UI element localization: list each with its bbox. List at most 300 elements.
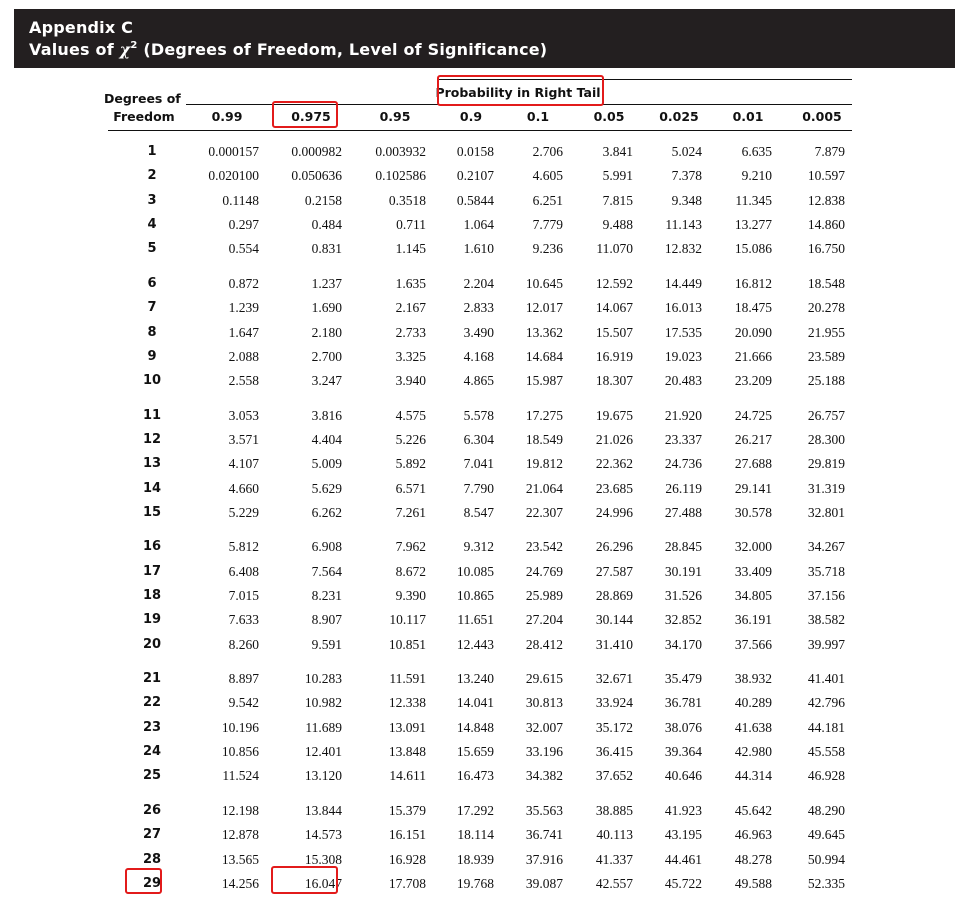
value-cell: 23.685 bbox=[595, 480, 633, 496]
value-cell: 5.812 bbox=[228, 539, 259, 555]
value-cell: 13.848 bbox=[388, 744, 426, 760]
value-cell: 3.490 bbox=[463, 324, 494, 340]
value-cell: 3.247 bbox=[311, 373, 342, 389]
value-cell: 30.813 bbox=[525, 695, 563, 711]
column-header: 0.025 bbox=[659, 109, 699, 124]
value-cell: 48.278 bbox=[734, 851, 772, 867]
chi-symbol: χ bbox=[119, 40, 131, 59]
value-cell: 31.410 bbox=[595, 636, 633, 652]
value-cell: 0.872 bbox=[228, 275, 259, 291]
value-cell: 3.841 bbox=[602, 144, 633, 159]
value-cell: 46.963 bbox=[734, 827, 772, 843]
value-cell: 12.198 bbox=[221, 802, 259, 818]
value-cell: 16.047 bbox=[304, 875, 342, 891]
value-cell: 20.278 bbox=[807, 300, 845, 316]
value-cell: 16.812 bbox=[734, 275, 772, 291]
df-cell: 17 bbox=[142, 563, 162, 579]
value-cell: 18.549 bbox=[525, 431, 563, 447]
value-cell: 34.805 bbox=[734, 588, 772, 603]
df-cell: 19 bbox=[142, 612, 162, 628]
title-suffix: (Degrees of Freedom, Level of Significance) bbox=[137, 40, 548, 59]
value-cell: 46.928 bbox=[807, 768, 845, 784]
value-cell: 26.217 bbox=[734, 431, 772, 447]
value-cell: 39.087 bbox=[525, 875, 563, 891]
value-cell: 0.484 bbox=[311, 217, 342, 233]
value-cell: 23.589 bbox=[807, 348, 845, 364]
value-cell: 28.412 bbox=[525, 636, 563, 652]
value-cell: 40.289 bbox=[734, 695, 772, 711]
value-cell: 7.779 bbox=[532, 217, 563, 233]
value-cell: 11.591 bbox=[389, 671, 426, 686]
value-cell: 31.319 bbox=[807, 480, 845, 496]
value-cell: 11.689 bbox=[305, 719, 342, 735]
value-cell: 10.117 bbox=[389, 612, 426, 628]
column-header: 0.95 bbox=[379, 109, 411, 124]
value-cell: 20.090 bbox=[734, 324, 772, 340]
chi-exponent: 2 bbox=[130, 39, 138, 51]
value-cell: 26.757 bbox=[807, 407, 845, 423]
value-cell: 6.908 bbox=[311, 539, 342, 555]
value-cell: 27.587 bbox=[595, 563, 633, 579]
df-header-line1: Degrees of bbox=[104, 91, 181, 106]
value-cell: 29.819 bbox=[807, 456, 845, 472]
value-cell: 6.251 bbox=[532, 192, 563, 208]
value-cell: 27.488 bbox=[664, 504, 702, 520]
value-cell: 42.980 bbox=[734, 744, 772, 760]
value-cell: 18.114 bbox=[457, 827, 494, 843]
value-cell: 24.769 bbox=[525, 563, 563, 579]
value-cell: 4.168 bbox=[463, 348, 494, 364]
value-cell: 9.348 bbox=[671, 192, 702, 208]
value-cell: 0.003932 bbox=[375, 144, 426, 159]
value-cell: 28.845 bbox=[664, 539, 702, 555]
value-cell: 26.119 bbox=[665, 480, 702, 496]
value-cell: 14.449 bbox=[664, 275, 702, 291]
value-cell: 42.796 bbox=[807, 695, 845, 711]
value-cell: 4.660 bbox=[228, 480, 259, 496]
value-cell: 32.671 bbox=[595, 671, 633, 686]
value-cell: 5.892 bbox=[395, 456, 426, 472]
value-cell: 15.086 bbox=[734, 241, 772, 257]
value-cell: 15.507 bbox=[595, 324, 633, 340]
value-cell: 28.869 bbox=[595, 588, 633, 603]
value-cell: 9.542 bbox=[228, 695, 259, 711]
value-cell: 4.575 bbox=[395, 407, 426, 423]
df-cell: 16 bbox=[142, 539, 162, 555]
value-cell: 29.141 bbox=[734, 480, 772, 496]
value-cell: 49.588 bbox=[734, 875, 772, 891]
df-cell: 18 bbox=[142, 588, 162, 603]
value-cell: 15.659 bbox=[456, 744, 494, 760]
value-cell: 14.860 bbox=[807, 217, 845, 233]
value-cell: 15.308 bbox=[304, 851, 342, 867]
value-cell: 17.292 bbox=[456, 802, 494, 818]
value-cell: 21.955 bbox=[807, 324, 845, 340]
appendix-title: Appendix C bbox=[29, 18, 134, 37]
highlight-probability-header bbox=[437, 75, 604, 106]
highlight-cell-16047 bbox=[271, 866, 338, 894]
value-cell: 2.167 bbox=[395, 300, 426, 316]
value-cell: 13.240 bbox=[456, 671, 494, 686]
value-cell: 1.239 bbox=[228, 300, 259, 316]
value-cell: 19.675 bbox=[595, 407, 633, 423]
value-cell: 2.833 bbox=[463, 300, 494, 316]
value-cell: 30.578 bbox=[734, 504, 772, 520]
df-cell: 4 bbox=[147, 217, 157, 233]
value-cell: 37.156 bbox=[807, 588, 845, 603]
value-cell: 7.015 bbox=[228, 588, 259, 603]
value-cell: 16.750 bbox=[807, 241, 845, 257]
value-cell: 9.236 bbox=[532, 241, 563, 257]
value-cell: 5.009 bbox=[311, 456, 342, 472]
value-cell: 12.338 bbox=[388, 695, 426, 711]
value-cell: 40.113 bbox=[596, 827, 633, 843]
value-cell: 30.144 bbox=[595, 612, 633, 628]
value-cell: 0.5844 bbox=[456, 192, 494, 208]
df-header-line2: Freedom bbox=[113, 109, 175, 124]
value-cell: 35.563 bbox=[525, 802, 563, 818]
value-cell: 45.558 bbox=[807, 744, 845, 760]
value-cell: 12.832 bbox=[664, 241, 702, 257]
value-cell: 22.362 bbox=[595, 456, 633, 472]
span-header: Probability in Right Tail bbox=[435, 85, 601, 100]
value-cell: 11.651 bbox=[457, 612, 494, 628]
value-cell: 23.542 bbox=[525, 539, 563, 555]
value-cell: 32.007 bbox=[525, 719, 563, 735]
value-cell: 0.297 bbox=[228, 217, 259, 233]
value-cell: 37.652 bbox=[595, 768, 633, 784]
value-cell: 35.172 bbox=[595, 719, 633, 735]
df-cell: 6 bbox=[147, 275, 157, 291]
value-cell: 1.690 bbox=[311, 300, 342, 316]
value-cell: 25.188 bbox=[807, 373, 845, 389]
value-cell: 22.307 bbox=[525, 504, 563, 520]
df-cell: 21 bbox=[142, 671, 162, 686]
value-cell: 13.565 bbox=[221, 851, 259, 867]
value-cell: 14.684 bbox=[525, 348, 563, 364]
value-cell: 5.991 bbox=[602, 168, 633, 184]
value-cell: 13.091 bbox=[388, 719, 426, 735]
value-cell: 12.017 bbox=[525, 300, 563, 316]
value-cell: 5.024 bbox=[671, 144, 702, 159]
value-cell: 13.277 bbox=[734, 217, 772, 233]
value-cell: 9.488 bbox=[602, 217, 633, 233]
value-cell: 24.725 bbox=[734, 407, 772, 423]
value-cell: 1.237 bbox=[311, 275, 342, 291]
value-cell: 10.196 bbox=[221, 719, 259, 735]
value-cell: 1.647 bbox=[228, 324, 259, 340]
value-cell: 7.879 bbox=[814, 144, 845, 159]
value-cell: 26.296 bbox=[595, 539, 633, 555]
value-cell: 1.610 bbox=[463, 241, 494, 257]
value-cell: 41.337 bbox=[595, 851, 633, 867]
value-cell: 33.196 bbox=[525, 744, 563, 760]
value-cell: 3.571 bbox=[228, 431, 259, 447]
value-cell: 31.526 bbox=[664, 588, 702, 603]
value-cell: 2.204 bbox=[463, 275, 494, 291]
df-cell: 10 bbox=[142, 373, 162, 389]
value-cell: 38.582 bbox=[807, 612, 845, 628]
value-cell: 7.790 bbox=[463, 480, 494, 496]
value-cell: 4.404 bbox=[311, 431, 342, 447]
value-cell: 27.688 bbox=[734, 456, 772, 472]
value-cell: 1.064 bbox=[463, 217, 494, 233]
column-header: 0.005 bbox=[802, 109, 842, 124]
value-cell: 39.364 bbox=[664, 744, 702, 760]
value-cell: 21.064 bbox=[525, 480, 563, 496]
df-cell: 1 bbox=[147, 144, 157, 159]
value-cell: 12.443 bbox=[456, 636, 494, 652]
value-cell: 11.524 bbox=[222, 768, 259, 784]
value-cell: 34.170 bbox=[664, 636, 702, 652]
value-cell: 18.548 bbox=[807, 275, 845, 291]
value-cell: 52.335 bbox=[807, 875, 845, 891]
page-header bbox=[14, 9, 955, 68]
value-cell: 0.0158 bbox=[456, 144, 494, 159]
value-cell: 7.633 bbox=[228, 612, 259, 628]
value-cell: 13.844 bbox=[304, 802, 342, 818]
value-cell: 9.312 bbox=[463, 539, 494, 555]
column-header: 0.05 bbox=[593, 109, 625, 124]
value-cell: 19.768 bbox=[456, 875, 494, 891]
df-cell: 20 bbox=[142, 636, 162, 652]
value-cell: 15.987 bbox=[525, 373, 563, 389]
value-cell: 0.000157 bbox=[208, 144, 259, 159]
value-cell: 6.408 bbox=[228, 563, 259, 579]
value-cell: 17.535 bbox=[664, 324, 702, 340]
value-cell: 14.067 bbox=[595, 300, 633, 316]
value-cell: 3.940 bbox=[395, 373, 426, 389]
value-cell: 21.666 bbox=[734, 348, 772, 364]
value-cell: 4.865 bbox=[463, 373, 494, 389]
value-cell: 0.711 bbox=[396, 217, 426, 233]
value-cell: 14.848 bbox=[456, 719, 494, 735]
value-cell: 44.181 bbox=[807, 719, 845, 735]
value-cell: 12.878 bbox=[221, 827, 259, 843]
value-cell: 13.120 bbox=[304, 768, 342, 784]
value-cell: 2.700 bbox=[311, 348, 342, 364]
value-cell: 38.885 bbox=[595, 802, 633, 818]
value-cell: 7.261 bbox=[395, 504, 426, 520]
df-cell: 22 bbox=[142, 695, 162, 711]
value-cell: 44.314 bbox=[734, 768, 772, 784]
value-cell: 40.646 bbox=[664, 768, 702, 784]
value-cell: 10.851 bbox=[388, 636, 426, 652]
value-cell: 36.191 bbox=[734, 612, 772, 628]
value-cell: 28.300 bbox=[807, 431, 845, 447]
value-cell: 35.479 bbox=[664, 671, 702, 686]
value-cell: 0.831 bbox=[311, 241, 342, 257]
value-cell: 20.483 bbox=[664, 373, 702, 389]
value-cell: 33.409 bbox=[734, 563, 772, 579]
df-cell: 27 bbox=[142, 827, 162, 843]
value-cell: 44.461 bbox=[664, 851, 702, 867]
value-cell: 19.023 bbox=[664, 348, 702, 364]
value-cell: 41.401 bbox=[807, 671, 845, 686]
value-cell: 10.645 bbox=[525, 275, 563, 291]
df-cell: 5 bbox=[147, 241, 157, 257]
highlight-df-29 bbox=[125, 868, 162, 894]
title-prefix: Values of bbox=[29, 40, 120, 59]
value-cell: 38.076 bbox=[664, 719, 702, 735]
value-cell: 6.262 bbox=[311, 504, 342, 520]
value-cell: 9.210 bbox=[741, 168, 772, 184]
value-cell: 10.597 bbox=[807, 168, 845, 184]
value-cell: 24.996 bbox=[595, 504, 633, 520]
df-cell: 7 bbox=[147, 300, 157, 316]
value-cell: 5.629 bbox=[311, 480, 342, 496]
value-cell: 10.085 bbox=[456, 563, 494, 579]
value-cell: 23.209 bbox=[734, 373, 772, 389]
df-cell: 28 bbox=[142, 851, 162, 867]
value-cell: 45.642 bbox=[734, 802, 772, 818]
df-cell: 29 bbox=[142, 875, 162, 891]
value-cell: 8.907 bbox=[311, 612, 342, 628]
value-cell: 35.718 bbox=[807, 563, 845, 579]
value-cell: 38.932 bbox=[734, 671, 772, 686]
value-cell: 18.307 bbox=[595, 373, 633, 389]
value-cell: 0.000982 bbox=[291, 144, 342, 159]
value-cell: 0.1148 bbox=[222, 192, 259, 208]
value-cell: 0.3518 bbox=[388, 192, 426, 208]
value-cell: 34.267 bbox=[807, 539, 845, 555]
value-cell: 2.558 bbox=[228, 373, 259, 389]
value-cell: 6.635 bbox=[741, 144, 772, 159]
value-cell: 17.275 bbox=[525, 407, 563, 423]
value-cell: 41.638 bbox=[734, 719, 772, 735]
value-cell: 7.378 bbox=[671, 168, 702, 184]
df-cell: 24 bbox=[142, 744, 162, 760]
table-title bbox=[29, 40, 547, 59]
value-cell: 16.919 bbox=[595, 348, 633, 364]
value-cell: 10.982 bbox=[304, 695, 342, 711]
value-cell: 11.143 bbox=[665, 217, 702, 233]
value-cell: 12.401 bbox=[304, 744, 342, 760]
value-cell: 10.283 bbox=[304, 671, 342, 686]
value-cell: 32.000 bbox=[734, 539, 772, 555]
value-cell: 21.026 bbox=[595, 431, 633, 447]
value-cell: 30.191 bbox=[664, 563, 702, 579]
value-cell: 2.180 bbox=[311, 324, 342, 340]
value-cell: 48.290 bbox=[807, 802, 845, 818]
value-cell: 0.2158 bbox=[304, 192, 342, 208]
value-cell: 36.415 bbox=[595, 744, 633, 760]
value-cell: 16.473 bbox=[456, 768, 494, 784]
value-cell: 2.088 bbox=[228, 348, 259, 364]
df-cell: 2 bbox=[147, 168, 157, 184]
df-cell: 12 bbox=[142, 431, 162, 447]
value-cell: 29.615 bbox=[525, 671, 563, 686]
value-cell: 43.195 bbox=[664, 827, 702, 843]
value-cell: 14.611 bbox=[389, 768, 426, 784]
value-cell: 9.591 bbox=[311, 636, 342, 652]
value-cell: 14.041 bbox=[456, 695, 494, 711]
value-cell: 45.722 bbox=[664, 875, 702, 891]
value-cell: 37.916 bbox=[525, 851, 563, 867]
df-cell: 8 bbox=[147, 324, 157, 340]
value-cell: 36.741 bbox=[525, 827, 563, 843]
value-cell: 0.102586 bbox=[375, 168, 426, 184]
value-cell: 2.706 bbox=[532, 144, 563, 159]
value-cell: 10.865 bbox=[456, 588, 494, 603]
df-cell: 11 bbox=[142, 407, 162, 423]
value-cell: 7.815 bbox=[602, 192, 633, 208]
value-cell: 7.962 bbox=[395, 539, 426, 555]
value-cell: 4.605 bbox=[532, 168, 563, 184]
header-bottom-rule bbox=[108, 130, 852, 131]
value-cell: 19.812 bbox=[525, 456, 563, 472]
column-header: 0.99 bbox=[211, 109, 243, 124]
value-cell: 34.382 bbox=[525, 768, 563, 784]
value-cell: 6.571 bbox=[395, 480, 426, 496]
value-cell: 7.564 bbox=[311, 563, 342, 579]
value-cell: 18.475 bbox=[734, 300, 772, 316]
value-cell: 24.736 bbox=[664, 456, 702, 472]
value-cell: 11.345 bbox=[735, 192, 772, 208]
df-cell: 3 bbox=[147, 192, 157, 208]
value-cell: 8.897 bbox=[228, 671, 259, 686]
value-cell: 1.635 bbox=[395, 275, 426, 291]
df-cell: 23 bbox=[142, 719, 162, 735]
value-cell: 0.554 bbox=[228, 241, 259, 257]
value-cell: 13.362 bbox=[525, 324, 563, 340]
value-cell: 32.801 bbox=[807, 504, 845, 520]
value-cell: 11.070 bbox=[596, 241, 633, 257]
value-cell: 2.733 bbox=[395, 324, 426, 340]
value-cell: 12.838 bbox=[807, 192, 845, 208]
value-cell: 32.852 bbox=[664, 612, 702, 628]
value-cell: 23.337 bbox=[664, 431, 702, 447]
value-cell: 1.145 bbox=[395, 241, 426, 257]
value-cell: 3.325 bbox=[395, 348, 426, 364]
value-cell: 0.050636 bbox=[291, 168, 342, 184]
value-cell: 27.204 bbox=[525, 612, 563, 628]
value-cell: 8.547 bbox=[463, 504, 494, 520]
df-cell: 13 bbox=[142, 456, 162, 472]
column-header: 0.975 bbox=[291, 109, 331, 124]
df-cell: 15 bbox=[142, 504, 162, 520]
value-cell: 49.645 bbox=[807, 827, 845, 843]
value-cell: 16.151 bbox=[388, 827, 426, 843]
df-cell: 26 bbox=[142, 802, 162, 818]
value-cell: 33.924 bbox=[595, 695, 633, 711]
value-cell: 10.856 bbox=[221, 744, 259, 760]
highlight-column-0975 bbox=[272, 101, 338, 128]
df-cell: 25 bbox=[142, 768, 162, 784]
df-cell: 9 bbox=[147, 348, 157, 364]
value-cell: 8.231 bbox=[311, 588, 342, 603]
value-cell: 17.708 bbox=[388, 875, 426, 891]
value-cell: 5.229 bbox=[228, 504, 259, 520]
value-cell: 8.672 bbox=[395, 563, 426, 579]
value-cell: 7.041 bbox=[463, 456, 494, 472]
value-cell: 50.994 bbox=[807, 851, 845, 867]
value-cell: 3.053 bbox=[228, 407, 259, 423]
df-cell: 14 bbox=[142, 480, 162, 496]
value-cell: 39.997 bbox=[807, 636, 845, 652]
value-cell: 42.557 bbox=[595, 875, 633, 891]
value-cell: 4.107 bbox=[228, 456, 259, 472]
value-cell: 18.939 bbox=[456, 851, 494, 867]
value-cell: 37.566 bbox=[734, 636, 772, 652]
value-cell: 0.2107 bbox=[456, 168, 494, 184]
value-cell: 12.592 bbox=[595, 275, 633, 291]
value-cell: 16.013 bbox=[664, 300, 702, 316]
value-cell: 3.816 bbox=[311, 407, 342, 423]
value-cell: 5.226 bbox=[395, 431, 426, 447]
value-cell: 9.390 bbox=[395, 588, 426, 603]
column-header: 0.1 bbox=[526, 109, 550, 124]
